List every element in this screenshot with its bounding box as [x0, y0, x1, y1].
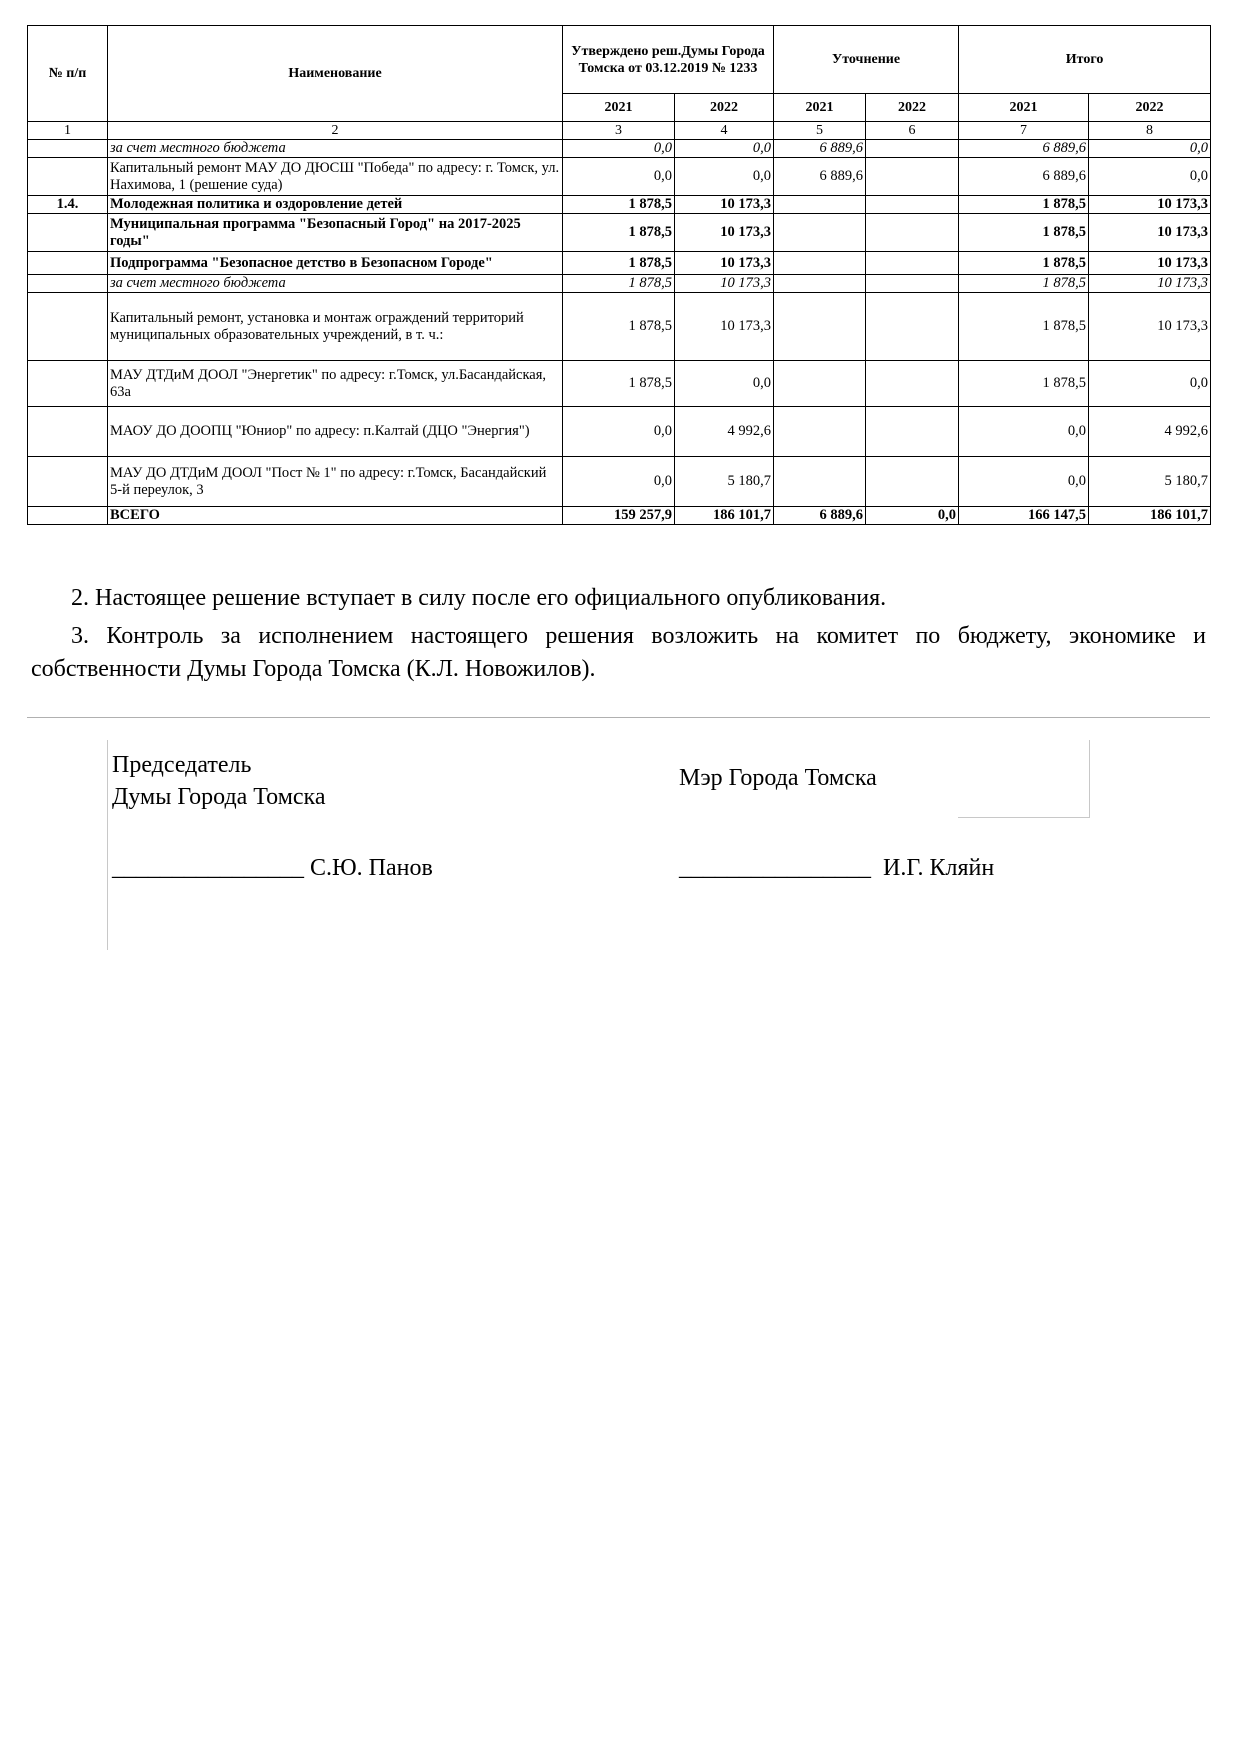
signature-frame-right-line [1089, 740, 1090, 818]
chairman-signature-line: ________________ [112, 855, 304, 881]
table-row [28, 140, 1211, 158]
table-row [28, 361, 1211, 407]
row-refinement-2021 [774, 214, 866, 252]
row-name: МАУ ДТДиМ ДООЛ "Энергетик" по адресу: г.Томск, ул.Басандайская, 63а [108, 361, 563, 407]
row-refinement-2021 [774, 196, 866, 214]
row-total-2022: 10 173,3 [1089, 293, 1211, 361]
colnum: 6 [866, 122, 959, 140]
colnum: 7 [959, 122, 1089, 140]
colnum: 2 [108, 122, 563, 140]
row-name: МАОУ ДО ДООПЦ "Юниор" по адресу: п.Калтай (ДЦО "Энергия") [108, 407, 563, 457]
row-refinement-2022 [866, 214, 959, 252]
signature-frame-left-line [107, 740, 108, 950]
row-name: МАУ ДО ДТДиМ ДООЛ "Пост № 1" по адресу: г.Томск, Басандайский 5-й переулок, 3 [108, 457, 563, 507]
row-total-2022: 10 173,3 [1089, 275, 1211, 293]
row-num [28, 293, 108, 361]
row-total-2021: 166 147,5 [959, 507, 1089, 525]
row-refinement-2022: 0,0 [866, 507, 959, 525]
row-total-2022: 0,0 [1089, 158, 1211, 196]
row-refinement-2022 [866, 158, 959, 196]
table-row [28, 275, 1211, 293]
signature-frame-bottom-line [958, 817, 1089, 818]
row-total-2022: 4 992,6 [1089, 407, 1211, 457]
header-refinement-2021: 2021 [774, 94, 866, 122]
row-approved-2022: 4 992,6 [675, 407, 774, 457]
row-total-2021: 0,0 [959, 407, 1089, 457]
paragraph-3: 3. Контроль за исполнением настоящего решения возложить на комитет по бюджету, экономике и собственности Думы Города Томска (К.Л. Новожилов). [31, 623, 1206, 682]
row-total-2021: 1 878,5 [959, 361, 1089, 407]
row-total-2021: 1 878,5 [959, 196, 1089, 214]
row-approved-2022: 5 180,7 [675, 457, 774, 507]
row-approved-2022: 10 173,3 [675, 293, 774, 361]
row-approved-2021: 0,0 [563, 140, 675, 158]
row-refinement-2021 [774, 293, 866, 361]
mayor-signature-line: ________________ [679, 855, 871, 881]
header-refinement: Уточнение [774, 26, 959, 94]
row-name: за счет местного бюджета [108, 140, 563, 158]
table-row [28, 158, 1211, 196]
row-refinement-2022 [866, 275, 959, 293]
header-total-2021: 2021 [959, 94, 1089, 122]
row-name: ВСЕГО [108, 507, 563, 525]
row-refinement-2022 [866, 407, 959, 457]
row-refinement-2021: 6 889,6 [774, 507, 866, 525]
row-total-2021: 1 878,5 [959, 214, 1089, 252]
row-approved-2021: 0,0 [563, 407, 675, 457]
table-row-total [28, 507, 1211, 525]
row-approved-2022: 10 173,3 [675, 275, 774, 293]
table-row [28, 196, 1211, 214]
colnum: 3 [563, 122, 675, 140]
row-approved-2022: 10 173,3 [675, 214, 774, 252]
row-name: за счет местного бюджета [108, 275, 563, 293]
row-refinement-2021 [774, 252, 866, 275]
row-num [28, 214, 108, 252]
row-approved-2021: 1 878,5 [563, 293, 675, 361]
row-refinement-2022 [866, 361, 959, 407]
table-row [28, 407, 1211, 457]
row-refinement-2021 [774, 407, 866, 457]
row-approved-2021: 1 878,5 [563, 252, 675, 275]
row-approved-2021: 1 878,5 [563, 196, 675, 214]
header-refinement-2022: 2022 [866, 94, 959, 122]
row-refinement-2022 [866, 457, 959, 507]
table-row [28, 457, 1211, 507]
row-num [28, 140, 108, 158]
row-name: Муниципальная программа "Безопасный Город" на 2017-2025 годы" [108, 214, 563, 252]
divider [27, 717, 1210, 718]
row-total-2022: 10 173,3 [1089, 214, 1211, 252]
row-num [28, 407, 108, 457]
row-name: Подпрограмма "Безопасное детство в Безопасном Городе" [108, 252, 563, 275]
row-total-2022: 0,0 [1089, 361, 1211, 407]
row-name: Молодежная политика и оздоровление детей [108, 196, 563, 214]
chairman-name: С.Ю. Панов [310, 855, 433, 881]
row-approved-2022: 186 101,7 [675, 507, 774, 525]
row-total-2022: 0,0 [1089, 140, 1211, 158]
row-refinement-2022 [866, 293, 959, 361]
row-approved-2022: 10 173,3 [675, 252, 774, 275]
row-refinement-2021 [774, 275, 866, 293]
mayor-signature [679, 852, 994, 884]
chairman-title-line2: Думы Города Томска [112, 784, 326, 810]
row-num [28, 158, 108, 196]
mayor-title: Мэр Города Томска [679, 765, 877, 791]
row-approved-2022: 10 173,3 [675, 196, 774, 214]
header-total: Итого [959, 26, 1211, 94]
colnum: 1 [28, 122, 108, 140]
header-approved-2021: 2021 [563, 94, 675, 122]
row-name: Капитальный ремонт, установка и монтаж ограждений территорий муниципальных образовательных учреждений, в т. ч.: [108, 293, 563, 361]
mayor-name: И.Г. Кляйн [883, 855, 995, 881]
header-approved: Утверждено реш.Думы Города Томска от 03.12.2019 № 1233 [563, 26, 774, 94]
colnum: 5 [774, 122, 866, 140]
table-row [28, 252, 1211, 275]
row-approved-2021: 0,0 [563, 158, 675, 196]
row-refinement-2021: 6 889,6 [774, 140, 866, 158]
row-num [28, 457, 108, 507]
row-approved-2021: 1 878,5 [563, 214, 675, 252]
row-num [28, 361, 108, 407]
row-approved-2022: 0,0 [675, 140, 774, 158]
header-approved-2022: 2022 [675, 94, 774, 122]
header-num: № п/п [28, 26, 108, 122]
row-refinement-2021 [774, 457, 866, 507]
row-total-2022: 5 180,7 [1089, 457, 1211, 507]
row-name: Капитальный ремонт МАУ ДО ДЮСШ "Победа" по адресу: г. Томск, ул. Нахимова, 1 (решение суда) [108, 158, 563, 196]
row-total-2021: 1 878,5 [959, 293, 1089, 361]
row-total-2021: 0,0 [959, 457, 1089, 507]
table-row [28, 293, 1211, 361]
row-approved-2021: 1 878,5 [563, 275, 675, 293]
row-approved-2022: 0,0 [675, 158, 774, 196]
row-num [28, 507, 108, 525]
row-refinement-2021: 6 889,6 [774, 158, 866, 196]
row-approved-2021: 1 878,5 [563, 361, 675, 407]
row-refinement-2021 [774, 361, 866, 407]
budget-table [27, 25, 1211, 525]
row-total-2021: 1 878,5 [959, 275, 1089, 293]
row-refinement-2022 [866, 252, 959, 275]
row-approved-2022: 0,0 [675, 361, 774, 407]
row-approved-2021: 159 257,9 [563, 507, 675, 525]
column-numbers-row [28, 122, 1211, 140]
colnum: 8 [1089, 122, 1211, 140]
row-total-2021: 1 878,5 [959, 252, 1089, 275]
row-refinement-2022 [866, 140, 959, 158]
chairman-signature [112, 852, 433, 884]
row-total-2021: 6 889,6 [959, 158, 1089, 196]
paragraph-2: 2. Настоящее решение вступает в силу после его официального опубликования. [71, 585, 887, 611]
row-refinement-2022 [866, 196, 959, 214]
row-total-2022: 186 101,7 [1089, 507, 1211, 525]
row-total-2021: 6 889,6 [959, 140, 1089, 158]
colnum: 4 [675, 122, 774, 140]
row-num: 1.4. [28, 196, 108, 214]
row-total-2022: 10 173,3 [1089, 252, 1211, 275]
row-num [28, 275, 108, 293]
row-total-2022: 10 173,3 [1089, 196, 1211, 214]
header-total-2022: 2022 [1089, 94, 1211, 122]
chairman-title-line1: Председатель [112, 752, 252, 778]
header-name: Наименование [108, 26, 563, 122]
row-approved-2021: 0,0 [563, 457, 675, 507]
table-row [28, 214, 1211, 252]
row-num [28, 252, 108, 275]
